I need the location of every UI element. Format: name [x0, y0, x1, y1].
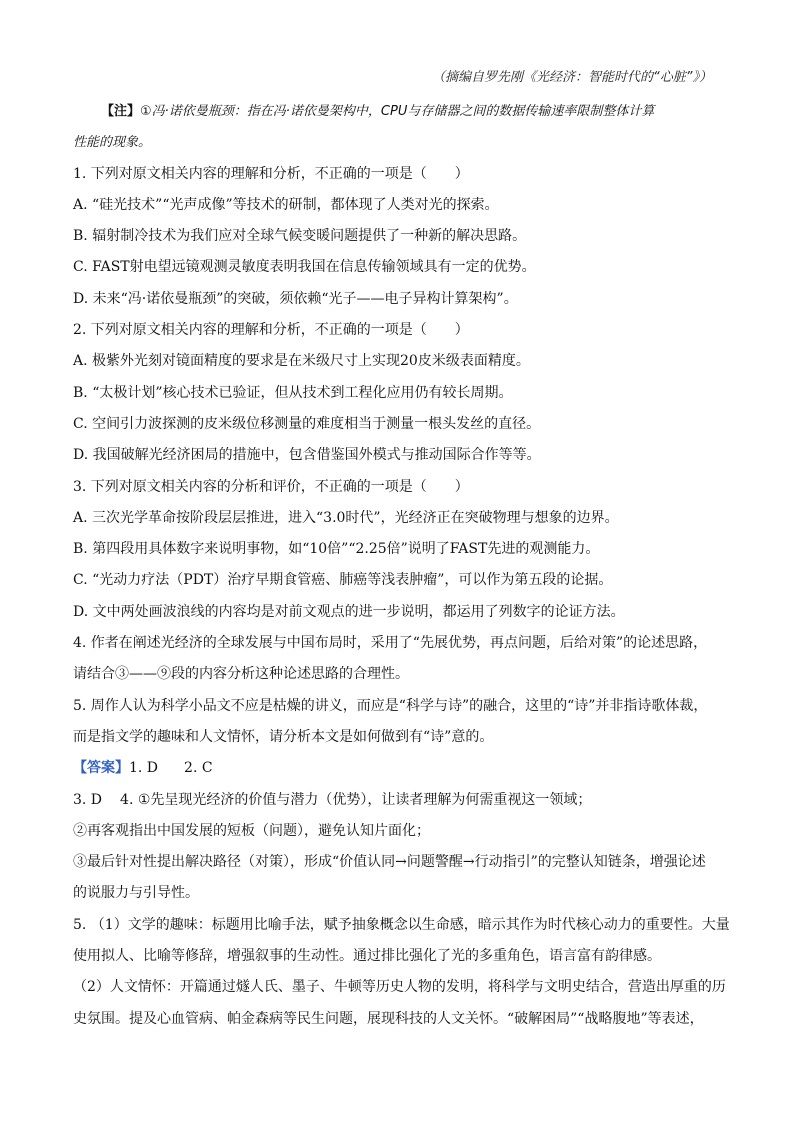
question-2-option-b: B. “太极计划”核心技术已验证，但从技术到工程化应用仍有较长周期。: [73, 384, 513, 401]
question-5-line-1: 5. 周作人认为科学小品文不应是枯燥的讲义，而应是“科学与诗”的融合，这里的“诗”并非指诗歌体裁，: [73, 697, 708, 714]
answer-5-line-4: 史氛围。提及心血管病、帕金森病等民生问题，展现科技的人文关怀。“破解困局”“战略腹地”等表述，: [73, 1010, 704, 1027]
question-5-line-2: 而是指文学的趣味和人文情怀，请分析本文是如何做到有“诗”意的。: [73, 728, 494, 745]
answer-4-line-1: 4. ①先呈现光经济的价值与潜力（优势），让读者理解为何需重视这一领域；: [120, 791, 592, 808]
question-3-stem: 3. 下列对原文相关内容的分析和评价，不正确的一项是（ ）: [73, 478, 469, 495]
question-2-option-c: C. 空间引力波探测的皮米级位移测量的难度相当于测量一根头发丝的直径。: [73, 415, 541, 432]
question-3-option-d: D. 文中两处画波浪线的内容均是对前文观点的进一步说明，都运用了列数字的论证方法。: [73, 603, 625, 620]
answer-tag: 【答案】: [73, 760, 129, 777]
answer-5-line-3: （2）人文情怀：开篇通过燧人氏、墨子、牛顿等历史人物的发明，将科学与文明史结合，营造出厚重的历: [73, 979, 726, 996]
answer-line-2: [73, 785, 733, 816]
document-body: [73, 96, 733, 1035]
question-2-option-a: A. 极紫外光刻对镜面精度的要求是在米级尺寸上实现20皮米级表面精度。: [73, 353, 530, 370]
note-line-2: 性能的现象。: [73, 135, 152, 151]
question-2-option-d: D. 我国破解光经济困局的措施中，包含借鉴国外模式与推动国际合作等等。: [73, 447, 541, 464]
answer-1: 1. D: [129, 760, 159, 777]
question-4-line-1: 4. 作者在阐述光经济的全球发展与中国布局时，采用了“先展优势，再点问题，后给对策”的论述思路，: [73, 635, 708, 652]
question-2-stem: 2. 下列对原文相关内容的理解和分析，不正确的一项是（ ）: [73, 322, 469, 339]
answer-5-line-2: 使用拟人、比喻等修辞，增强叙事的生动性。通过排比强化了光的多重角色，语言富有韵律感。: [73, 948, 661, 965]
answer-4-line-3: ③最后针对性提出解决路径（对策），形成“价值认同→问题警醒→行动指引”的完整认知链条，增强论述: [73, 854, 706, 871]
answer-4-line-4: 的说服力与引导性。: [73, 885, 199, 902]
answer-4-line-2: ②再客观指出中国发展的短板（问题），避免认知片面化；: [73, 822, 430, 839]
answer-line-1: [73, 753, 733, 784]
question-4-line-2: 请结合③——⑨段的内容分析这种论述思路的合理性。: [73, 666, 409, 683]
question-3-option-c: C. “光动力疗法（PDT）治疗早期食管癌、肺癌等浅表肿瘤”，可以作为第五段的论据。: [73, 572, 613, 589]
source-citation: （摘编自罗先刚《光经济：智能时代的“心脏”》）: [432, 70, 712, 85]
note-tag: 【注】: [101, 104, 141, 119]
answer-3: 3. D: [73, 791, 103, 808]
question-1-stem: 1. 下列对原文相关内容的理解和分析，不正确的一项是（ ）: [73, 165, 469, 182]
question-1-option-b: B. 辐射制冷技术为我们应对全球气候变暖问题提供了一种新的解决思路。: [73, 228, 527, 245]
note-text: ①冯·诺依曼瓶颈：指在冯·诺依曼架构中，CPU与存储器之间的数据传输速率限制整体计算: [140, 104, 655, 119]
question-1-option-d: D. 未来“冯·诺依曼瓶颈”的突破，须依赖“光子——电子异构计算架构”。: [73, 290, 518, 307]
question-1-option-c: C. FAST射电望远镜观测灵敏度表明我国在信息传输领域具有一定的优势。: [73, 259, 536, 276]
answer-2: 2. C: [184, 760, 213, 777]
note-line-1: [73, 96, 733, 127]
question-3-option-b: B. 第四段用具体数字来说明事物，如“10倍”“2.25倍”说明了FAST先进的观测能力。: [73, 541, 600, 558]
question-1-option-a: A. “硅光技术”“光声成像”等技术的研制，都体现了人类对光的探索。: [73, 196, 499, 213]
question-3-option-a: A. 三次光学革命按阶段层层推进，进入“3.0时代”，光经济正在突破物理与想象的边界。: [73, 509, 619, 526]
answer-5-line-1: 5. （1）文学的趣味：标题用比喻手法，赋予抽象概念以生命感，暗示其作为时代核心动力的重要性。大量: [73, 916, 730, 933]
